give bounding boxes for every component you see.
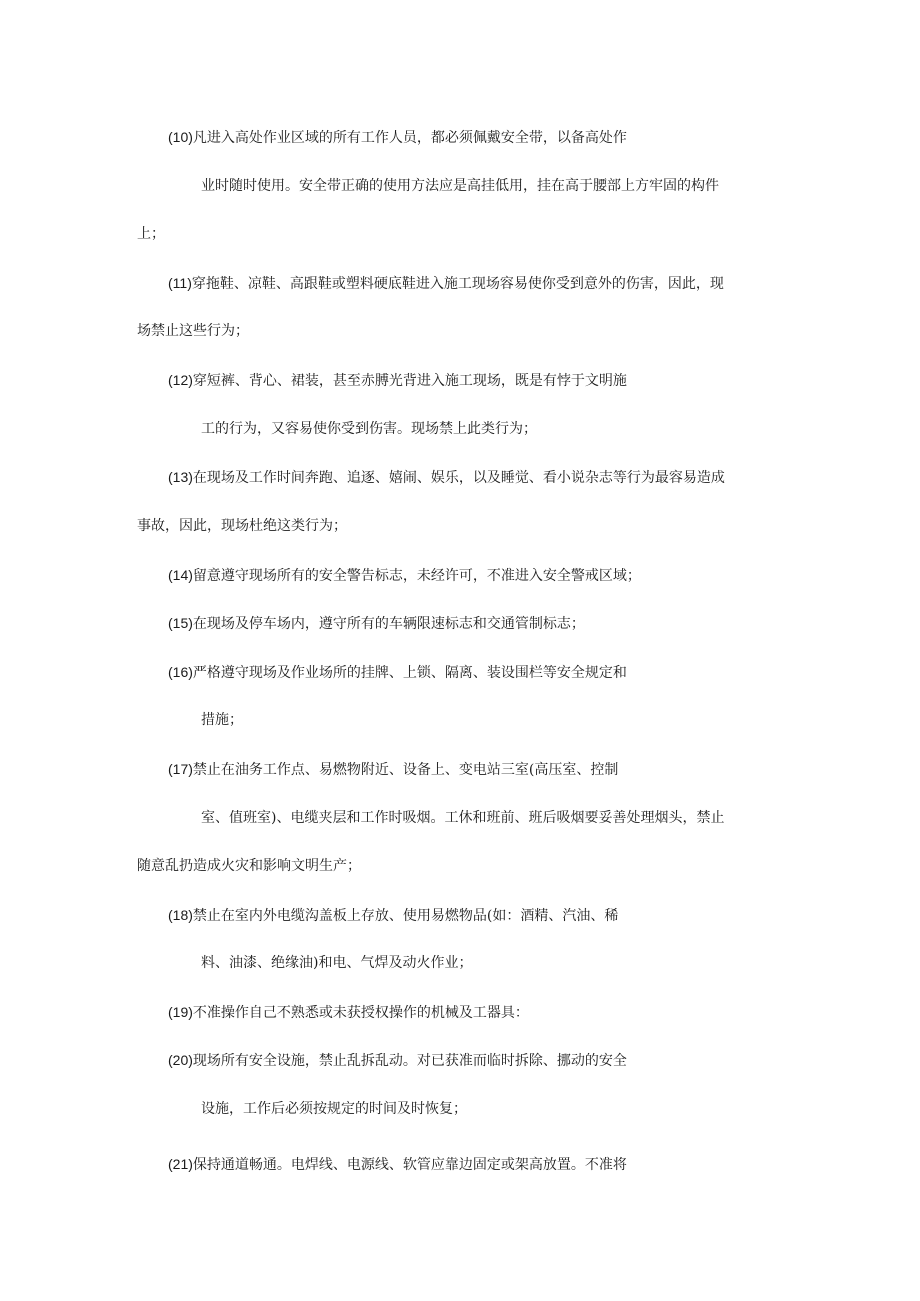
item-text: 凡进入高处作业区域的所有工作人员，都必须佩戴安全带，以备高处作 (192, 130, 627, 146)
item-text: 穿短裤、背心、裙装，甚至赤膊光背进入施工现场，既是有悖于文明施 (192, 373, 627, 389)
item-11-line-1 (168, 273, 724, 294)
item-number: (15) (168, 615, 193, 631)
item-13-line-1 (168, 467, 725, 488)
item-number: (12) (168, 372, 193, 388)
item-21-line-1 (168, 1154, 627, 1175)
item-14-line-1 (168, 565, 641, 586)
item-13-line-2: 事故，因此，现场杜绝这类行为； (137, 518, 347, 534)
item-number: (20) (168, 1052, 193, 1068)
item-number: (14) (168, 567, 193, 583)
item-20-line-2: 设施，工作后必须按规定的时间及时恢复； (201, 1101, 467, 1117)
item-12-line-1 (168, 370, 627, 391)
item-text: 现场所有安全设施，禁止乱拆乱动。对已获准而临时拆除、挪动的安全 (192, 1053, 627, 1069)
item-16-line-2: 措施； (201, 712, 243, 728)
item-number: (10) (168, 129, 193, 145)
item-number: (21) (168, 1156, 193, 1172)
item-number: (18) (168, 907, 193, 923)
item-text: 在现场及停车场内，遵守所有的车辆限速标志和交通管制标志； (192, 616, 585, 632)
item-18-line-1 (168, 905, 618, 926)
item-16-line-1 (168, 662, 627, 683)
item-12-line-2: 工的行为，又容易使你受到伤害。现场禁上此类行为； (201, 421, 537, 437)
item-10-line-3: 上； (137, 226, 165, 242)
item-number: (19) (168, 1004, 193, 1020)
item-20-line-1 (168, 1050, 627, 1071)
item-number: (17) (168, 761, 193, 777)
item-18-line-2: 料、油漆、绝缘油)和电、气焊及动火作业； (201, 955, 473, 971)
item-11-line-2: 场禁止这些行为； (137, 323, 249, 339)
item-17-line-2: 室、值班室)、电缆夹层和工作时吸烟。工休和班前、班后吸烟要妥善处理烟头，禁止 (201, 810, 725, 826)
item-19-line-1 (168, 1002, 529, 1023)
item-text: 不准操作自己不熟悉或未获授权操作的机械及工器具： (192, 1005, 529, 1021)
item-17-line-3: 随意乱扔造成火灾和影响文明生产； (137, 858, 361, 874)
item-number: (16) (168, 664, 193, 680)
item-15-line-1 (168, 613, 585, 634)
item-text: 穿拖鞋、凉鞋、高跟鞋或塑料硬底鞋进入施工现场容易使你受到意外的伤害，因此，现 (191, 276, 724, 292)
item-text: 留意遵守现场所有的安全警告标志，未经许可，不准进入安全警戒区域； (192, 568, 641, 584)
item-text: 在现场及工作时间奔跑、追逐、嬉闹、娱乐，以及睡觉、看小说杂志等行为最容易造成 (192, 470, 725, 486)
item-text: 禁止在油务工作点、易燃物附近、设备上、变电站三室(高压室、控制 (192, 762, 619, 778)
item-17-line-1 (168, 759, 618, 780)
item-text: 保持通道畅通。电焊线、电源线、软管应靠边固定或架高放置。不准将 (192, 1157, 627, 1173)
item-text: 严格遵守现场及作业场所的挂牌、上锁、隔离、装设围栏等安全规定和 (192, 665, 627, 681)
item-number: (13) (168, 469, 193, 485)
item-10-line-1 (168, 127, 627, 148)
item-10-line-2: 业时随时使用。安全带正确的使用方法应是高挂低用，挂在高于腰部上方牢固的构件 (201, 178, 719, 194)
item-text: 禁止在室内外电缆沟盖板上存放、使用易燃物品(如：酒精、汽油、稀 (192, 908, 619, 924)
item-number: (11) (168, 275, 192, 291)
